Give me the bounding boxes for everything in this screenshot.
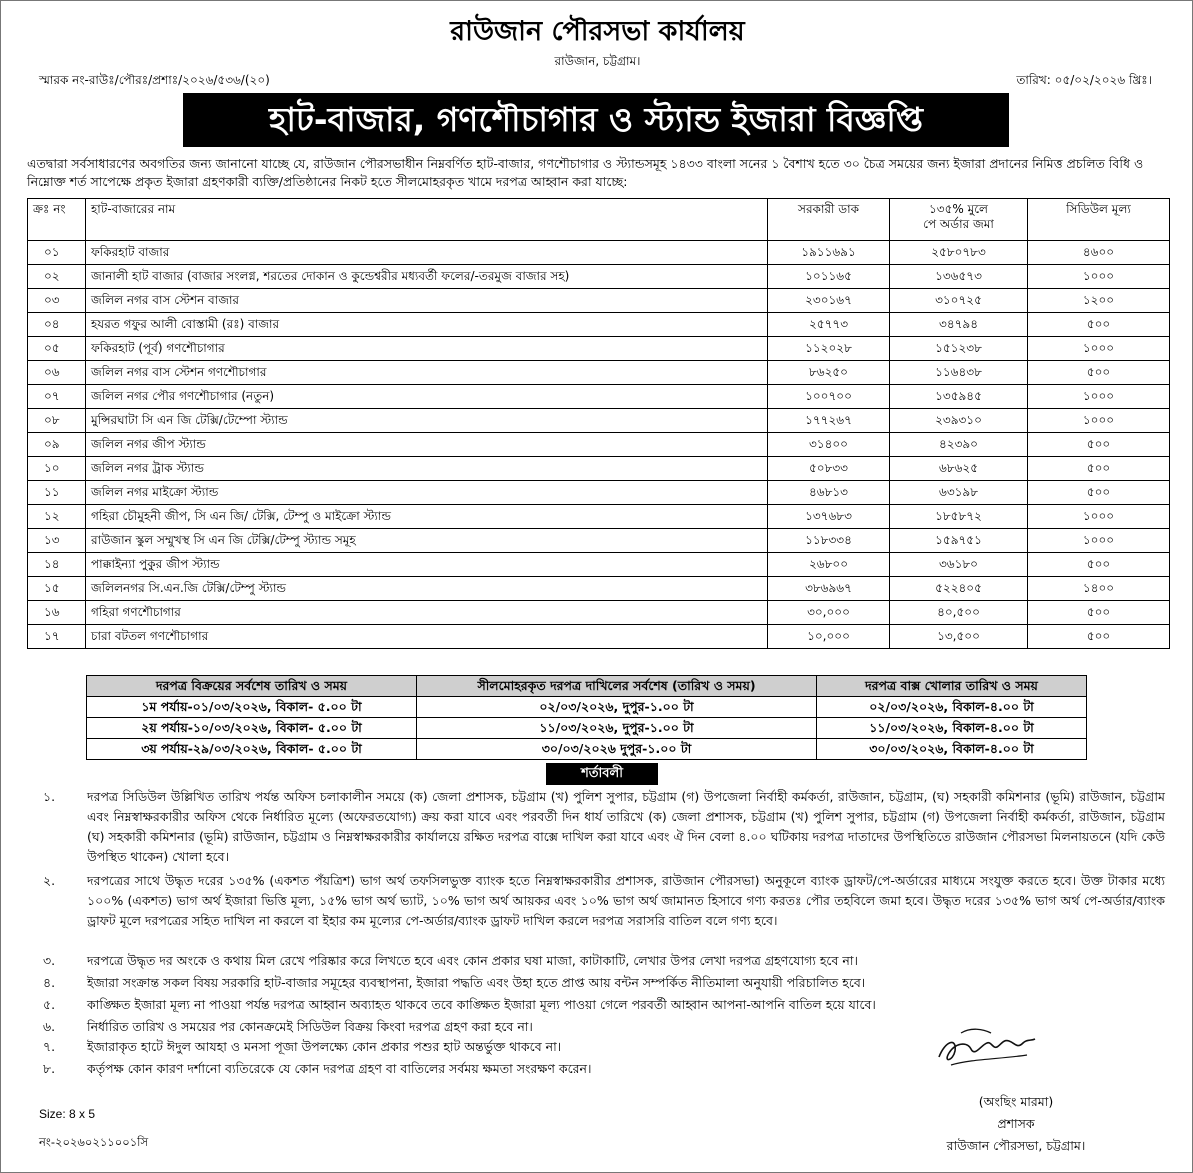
lease-pay-order-value: ১৩৬৫৭৩ bbox=[890, 265, 1028, 289]
lease-name: ফকিরহাট (পূর্ব) গণশৌচাগার bbox=[86, 337, 768, 361]
lease-sl: ০৬ bbox=[28, 361, 86, 385]
term-number: ৮. bbox=[43, 1061, 56, 1076]
lease-name: জলিল নগর ট্রাক স্ট্যান্ড bbox=[86, 457, 768, 481]
lease-govt-value: ১৩৭৬৮৩ bbox=[768, 505, 890, 529]
schedule-header-sale: দরপত্র বিক্রয়ের সর্বশেষ তারিখ ও সময় bbox=[87, 676, 417, 697]
lease-pay-order-value: ১৫১২৩৮ bbox=[890, 337, 1028, 361]
lease-schedule-value: ৫০০ bbox=[1028, 625, 1170, 649]
lease-pay-order-value: ২৩৯৩১০ bbox=[890, 409, 1028, 433]
lease-row bbox=[28, 289, 1170, 313]
lease-row bbox=[28, 529, 1170, 553]
lease-pay-order-value: ১৮৫৮৭২ bbox=[890, 505, 1028, 529]
lease-sl: ০৫ bbox=[28, 337, 86, 361]
schedule-header bbox=[87, 676, 1087, 697]
lease-name: জলিল নগর বাস স্টেশন বাজার bbox=[86, 289, 768, 313]
header-name: হাট-বাজারের নাম bbox=[86, 199, 768, 241]
lease-sl: ১১ bbox=[28, 481, 86, 505]
lease-govt-value: ৫০৮৩৩ bbox=[768, 457, 890, 481]
lease-schedule-value: ৫০০ bbox=[1028, 481, 1170, 505]
lease-schedule-value: ৫০০ bbox=[1028, 601, 1170, 625]
schedule-sale-cell: ২য় পর্যায়-১০/০৩/২০২৬, বিকাল- ৫.০০ টা bbox=[87, 718, 417, 739]
term-text: কর্তৃপক্ষ কোন কারণ দর্শানো ব্যতিরেকে যে কোন দরপত্র গ্রহণ বা বাতিলের সর্বময় ক্ষমতা সংরক্ষণ করেন। bbox=[87, 1061, 592, 1076]
lease-pay-order-value: ৩৪৭৯৪ bbox=[890, 313, 1028, 337]
header-govt: সরকারী ডাক bbox=[768, 199, 890, 241]
lease-pay-order-value: ১৩,৫০০ bbox=[890, 625, 1028, 649]
lease-pay-order-value: ৩১০৭২৫ bbox=[890, 289, 1028, 313]
term-number: ৫. bbox=[43, 997, 56, 1012]
lease-schedule-value: ৫০০ bbox=[1028, 433, 1170, 457]
memo-number: স্মারক নং-রাউঃ/পৌরঃ/প্রশাঃ/২০২৬/৫৩৬/(২০) bbox=[39, 73, 270, 87]
lease-govt-value: ৩৮৬৯৬৭ bbox=[768, 577, 890, 601]
lease-row bbox=[28, 601, 1170, 625]
lease-row bbox=[28, 625, 1170, 649]
term-text: নির্ধারিত তারিখ ও সময়ের পর কোনক্রমেই সিডিউল বিক্রয় কিংবা দরপত্র গ্রহণ করা হবে না। bbox=[87, 1019, 533, 1034]
signature-image bbox=[931, 1019, 1041, 1075]
term-text: ইজারা সংক্রান্ত সকল বিষয় সরকারি হাট-বাজার সমূহের ব্যবস্থাপনা, ইজারা পদ্ধতি এবং উহা হতে প্রাপ্ত আয় বন্টন সম্পর্কিত নীতিমালা অনুযায়ী পরিচালিত হবে। bbox=[87, 975, 866, 990]
lease-name: ফকিরহাট বাজার bbox=[86, 241, 768, 265]
header-pay-order bbox=[890, 199, 1028, 241]
term-text: দরপত্রে উদ্ধৃত দর অংকে ও কথায় মিল রেখে পরিষ্কার করে লিখতে হবে এবং কোন প্রকার ঘষা মাজা, কাটাকাটি, লেখার উপর লেখা দরপত্র গ্রহণযোগ্য হবে না। bbox=[87, 953, 858, 968]
lease-name: গহিরা গণশৌচাগার bbox=[86, 601, 768, 625]
lease-name: হযরত গফুর আলী বোস্তামী (রঃ) বাজার bbox=[86, 313, 768, 337]
reference-code: নং-২০২৬০২১১০০১সি bbox=[39, 1135, 149, 1149]
schedule-sale-cell: ১ম পর্যায়-০১/০৩/২০২৬, বিকাল- ৫.০০ টা bbox=[87, 697, 417, 718]
lease-pay-order-value: ২৫৮০৭৮৩ bbox=[890, 241, 1028, 265]
lease-name: জানালী হাট বাজার (বাজার সংলগ্ন, শরতের দোকান ও কুন্ডেশ্বরীর মধ্যবর্তী ফলের/-তরমুজ বাজার সহ) bbox=[86, 265, 768, 289]
lease-pay-order-value: ৪০,৫০০ bbox=[890, 601, 1028, 625]
lease-sl: ০৯ bbox=[28, 433, 86, 457]
lease-govt-value: ১৭৭২৬৭ bbox=[768, 409, 890, 433]
lease-sl: ০৪ bbox=[28, 313, 86, 337]
lease-sl: ১৭ bbox=[28, 625, 86, 649]
lease-name: চারা বটতল গণশৌচাগার bbox=[86, 625, 768, 649]
lease-schedule-value: ৫০০ bbox=[1028, 553, 1170, 577]
lease-pay-order-value: ৩৬১৮০ bbox=[890, 553, 1028, 577]
lease-name: জলিল নগর মাইক্রো স্ট্যান্ড bbox=[86, 481, 768, 505]
lease-table-body bbox=[28, 241, 1170, 649]
schedule-open-cell: ১১/০৩/২০২৬, বিকাল-৪.০০ টা bbox=[817, 718, 1087, 739]
lease-govt-value: ২৩০১৬৭ bbox=[768, 289, 890, 313]
lease-pay-order-value: ১৫৯৭৫১ bbox=[890, 529, 1028, 553]
lease-row bbox=[28, 241, 1170, 265]
lease-row bbox=[28, 577, 1170, 601]
lease-name: জলিল নগর পৌর গণশৌচাগার (নতুন) bbox=[86, 385, 768, 409]
signer-office: রাউজান পৌরসভা, চট্টগ্রাম। bbox=[946, 1138, 1086, 1153]
office-address: রাউজান, চট্টগ্রাম। bbox=[554, 54, 641, 68]
lease-pay-order-value: ৫২২৪০৫ bbox=[890, 577, 1028, 601]
lease-name: রাউজান স্কুল সম্মুখস্থ সি এন জি টেক্সি/টেম্পু স্ট্যান্ড সমূহ bbox=[86, 529, 768, 553]
lease-sl: ০৩ bbox=[28, 289, 86, 313]
lease-sl: ০৮ bbox=[28, 409, 86, 433]
schedule-row bbox=[87, 697, 1087, 718]
lease-sl: ১৫ bbox=[28, 577, 86, 601]
lease-schedule-value: ১০০০ bbox=[1028, 529, 1170, 553]
lease-row bbox=[28, 313, 1170, 337]
header-pay-order-line2: পে অর্ডার জমা bbox=[923, 217, 994, 231]
lease-govt-value: ১০০৭০০ bbox=[768, 385, 890, 409]
lease-sl: ১০ bbox=[28, 457, 86, 481]
signer-name: (অংছিং মারমা) bbox=[978, 1094, 1054, 1109]
schedule-sale-cell: ৩য় পর্যায়-২৯/০৩/২০২৬, বিকাল- ৫.০০ টা bbox=[87, 739, 417, 760]
lease-row bbox=[28, 433, 1170, 457]
lease-govt-value: ৪৬৮১৩ bbox=[768, 481, 890, 505]
lease-schedule-value: ১০০০ bbox=[1028, 385, 1170, 409]
lease-govt-value: ৩১৪০০ bbox=[768, 433, 890, 457]
lease-table bbox=[27, 198, 1170, 649]
schedule-header-submit: সীলমোহরকৃত দরপত্র দাখিলের সর্বশেষ (তারিখ ও সময়) bbox=[417, 676, 817, 697]
lease-govt-value: ১০১১৬৫ bbox=[768, 265, 890, 289]
schedule-row bbox=[87, 718, 1087, 739]
memo-date: তারিখ: ০৫/০২/২০২৬ খ্রিঃ। bbox=[1016, 73, 1152, 87]
signer-block bbox=[851, 1091, 1181, 1157]
lease-schedule-value: ৫০০ bbox=[1028, 313, 1170, 337]
lease-name: মুন্সিরঘাটা সি এন জি টেক্সি/টেম্পো স্ট্যান্ড bbox=[86, 409, 768, 433]
lease-name: জলিল নগর জীপ স্ট্যান্ড bbox=[86, 433, 768, 457]
schedule-header-open: দরপত্র বাক্স খোলার তারিখ ও সময় bbox=[817, 676, 1087, 697]
size-note: Size: 8 x 5 bbox=[39, 1107, 96, 1121]
lease-name: পাক্কাইন্যা পুকুর জীপ স্ট্যান্ড bbox=[86, 553, 768, 577]
lease-row bbox=[28, 481, 1170, 505]
lease-govt-value: ১১৮৩৩৪ bbox=[768, 529, 890, 553]
term-number: ৩. bbox=[43, 953, 56, 968]
lease-schedule-value: ১০০০ bbox=[1028, 409, 1170, 433]
lease-govt-value: ১৯১১৬৯১ bbox=[768, 241, 890, 265]
lease-row bbox=[28, 337, 1170, 361]
lease-sl: ১৪ bbox=[28, 553, 86, 577]
terms-heading: শর্তাবলী bbox=[546, 763, 658, 785]
lease-row bbox=[28, 505, 1170, 529]
schedule-table bbox=[86, 675, 1087, 760]
schedule-row bbox=[87, 739, 1087, 760]
term-number: ৭. bbox=[43, 1039, 56, 1054]
term-number: ৬. bbox=[43, 1019, 56, 1034]
lease-name: গহিরা চৌমুহনী জীপ, সি এন জি/ টেক্সি, টেম্পু ও মাইক্রো স্ট্যান্ড bbox=[86, 505, 768, 529]
lease-schedule-value: ১০০০ bbox=[1028, 337, 1170, 361]
lease-schedule-value: ৫০০ bbox=[1028, 361, 1170, 385]
lease-pay-order-value: ৪২৩৯০ bbox=[890, 433, 1028, 457]
lease-govt-value: ১০,০০০ bbox=[768, 625, 890, 649]
lease-row bbox=[28, 457, 1170, 481]
lease-row bbox=[28, 409, 1170, 433]
signer-title: প্রশাসক bbox=[997, 1116, 1035, 1131]
lease-row bbox=[28, 265, 1170, 289]
schedule-submit-cell: ১১/০৩/২০২৬, দুপুর-১.০০ টা bbox=[417, 718, 817, 739]
lease-name: জলিল নগর বাস স্টেশন গণশৌচাগার bbox=[86, 361, 768, 385]
lease-govt-value: ৮৬২৫০ bbox=[768, 361, 890, 385]
lease-sl: ১৬ bbox=[28, 601, 86, 625]
lease-row bbox=[28, 385, 1170, 409]
schedule-open-cell: ৩০/০৩/২০২৬, বিকাল-৪.০০ টা bbox=[817, 739, 1087, 760]
lease-sl: ০৭ bbox=[28, 385, 86, 409]
lease-schedule-value: ১০০০ bbox=[1028, 505, 1170, 529]
term-text: দরপত্র সিডিউল উল্লিখিত তারিখ পর্যন্ত অফিস চলাকালীন সময়ে (ক) জেলা প্রশাসক, চট্টগ্রাম (খ) পুলিশ সুপার, চট্টগ্রাম (গ) উপজেলা নির্বাহী কর্মকর্তা, রাউজান, চট্টগ্রাম, (ঘ) সহকারী কমিশনার (ভূমি) রাউজান, চট্টগ্রাম এবং নিম্নস্বাক্ষরকারীর অফিস থেকে নির্ধারিত মূল্যে (অফেরতযোগ্য) ক্রয় করা যাবে এবং পরবর্তী দিন ধার্য তারিখে (ক) জেলা প্রশাসক, চট্টগ্রাম (খ) পুলিশ সুপার, চট্টগ্রাম (গ) উপজেলা নির্বাহী কর্মকর্তা, রাউজান, চট্টগ্রাম (ঘ) সহকারী কমিশনার (ভূমি) রাউজান, চট্টগ্রাম ও নিম্নস্বাক্ষরকারীর কার্যালয়ে রক্ষিত দরপত্র বাক্সে দাখিল করা যাবে এবং ঐ দিন বেলা ৪.০০ ঘটিকায় দরপত্র দাতাদের উপস্থিতিতে রাউজান পৌরসভা মিলনায়তনে (যদি কেউ উপস্থিত থাকেন) খোলা হবে। bbox=[87, 789, 1165, 864]
lease-sl: ১২ bbox=[28, 505, 86, 529]
lease-name: জলিলনগর সি.এন.জি টেক্সি/টেম্পু স্ট্যান্ড bbox=[86, 577, 768, 601]
term-number: ১. bbox=[43, 789, 56, 804]
lease-sl: ০১ bbox=[28, 241, 86, 265]
lease-govt-value: ২৫৭৭৩ bbox=[768, 313, 890, 337]
schedule-body bbox=[87, 697, 1087, 760]
schedule-open-cell: ০২/০৩/২০২৬, বিকাল-৪.০০ টা bbox=[817, 697, 1087, 718]
lease-govt-value: ২৬৮০০ bbox=[768, 553, 890, 577]
lease-schedule-value: ৫০০ bbox=[1028, 457, 1170, 481]
intro-paragraph: এতদ্বারা সর্বসাধারণের অবগতির জন্য জানানো যাচ্ছে যে, রাউজান পৌরসভাধীন নিম্নবর্ণিত হাট-বাজার, গণশৌচাগার ও স্ট্যান্ডসমূহ ১৪৩৩ বাংলা সনের ১ বৈশাখ হতে ৩০ চৈত্র সময়ের জন্য ইজারা প্রদানের নিমিত্ত প্রচলিত বিধি ও নিম্নোক্ত শর্ত সাপেক্ষে প্রকৃত ইজারা গ্রহণকারী ব্যক্তি/প্রতিষ্ঠানের নিকট হতে সীলমোহরকৃত খামে দরপত্র আহ্বান করা যাচ্ছে: bbox=[27, 156, 1144, 189]
header-pay-order-line1: ১৩৫% মুলে bbox=[928, 202, 989, 216]
lease-pay-order-value: ১১৬৪৩৮ bbox=[890, 361, 1028, 385]
lease-pay-order-value: ৬৮৬২৫ bbox=[890, 457, 1028, 481]
header-schedule: সিডিউল মূল্য bbox=[1028, 199, 1170, 241]
lease-schedule-value: ১৪০০ bbox=[1028, 577, 1170, 601]
lease-row bbox=[28, 361, 1170, 385]
lease-govt-value: ১১২০২৮ bbox=[768, 337, 890, 361]
schedule-submit-cell: ০২/০৩/২০২৬, দুপুর-১.০০ টা bbox=[417, 697, 817, 718]
notice-banner: হাট-বাজার, গণশৌচাগার ও স্ট্যান্ড ইজারা বিজ্ঞপ্তি bbox=[183, 93, 1009, 147]
term-text: ইজারাকৃত হাটে ঈদুল আযহা ও মনসা পূজা উপলক্ষ্যে কোন প্রকার পশুর হাট অন্তর্ভুক্ত থাকবে না। bbox=[87, 1039, 562, 1054]
lease-govt-value: ৩০,০০০ bbox=[768, 601, 890, 625]
lease-row bbox=[28, 553, 1170, 577]
lease-pay-order-value: ১৩৫৯৪৫ bbox=[890, 385, 1028, 409]
lease-sl: ০২ bbox=[28, 265, 86, 289]
header-sl: ক্রঃ নং bbox=[28, 199, 86, 241]
office-title: রাউজান পৌরসভা কার্যালয় bbox=[450, 16, 745, 47]
term-number: ২. bbox=[43, 873, 56, 888]
schedule-submit-cell: ৩০/০৩/২০২৬ দুপুর-১.০০ টা bbox=[417, 739, 817, 760]
term-text: দরপত্রের সাথে উদ্ধৃত দরের ১৩৫% (একশত পঁয়ত্রিশ) ভাগ অর্থ তফসিলভুক্ত ব্যাংক হতে নিম্নস্বাক্ষরকারীর প্রশাসক, রাউজান পৌরসভা) অনুকূলে ব্যাংক ড্রাফট/পে-অর্ডারের মাধ্যমে সংযুক্ত করতে হবে। উক্ত টাকার মধ্যে ১০০% (একশত) ভাগ অর্থ ইজারা ভিত্তি মূল্য, ১৫% ভাগ অর্থ ভ্যাট, ১০% ভাগ অর্থ আয়কর এবং ১০% ভাগ অর্থ জামানত হিসাবে গণ্য করতঃ পৌর তহবিলে জমা হবে। উদ্ধৃত দরের ১৩৫% ভাগ অর্থ পে-অর্ডার/ব্যাংক ড্রাফট মূলে দরপত্রের সহিত দাখিল না করলে বা ইহার কম মূল্যের পে-অর্ডার/ব্যাংক ড্রাফট দাখিল করলে দরপত্র সরাসরি বাতিল বলে গণ্য হবে। bbox=[87, 873, 1165, 928]
term-number: ৪. bbox=[43, 975, 56, 990]
term-text: কাঙ্ক্ষিত ইজারা মূল্য না পাওয়া পর্যন্ত দরপত্র আহ্বান অব্যাহত থাকবে তবে কাঙ্ক্ষিত ইজারা মূল্য পাওয়া গেলে পরবর্তী আহ্বান আপনা-আপনি বাতিল হয়ে যাবে। bbox=[87, 997, 876, 1012]
lease-schedule-value: ৪৬০০ bbox=[1028, 241, 1170, 265]
lease-table-header bbox=[28, 199, 1170, 241]
lease-sl: ১৩ bbox=[28, 529, 86, 553]
lease-schedule-value: ১২০০ bbox=[1028, 289, 1170, 313]
lease-schedule-value: ১০০০ bbox=[1028, 265, 1170, 289]
lease-pay-order-value: ৬৩১৯৮ bbox=[890, 481, 1028, 505]
